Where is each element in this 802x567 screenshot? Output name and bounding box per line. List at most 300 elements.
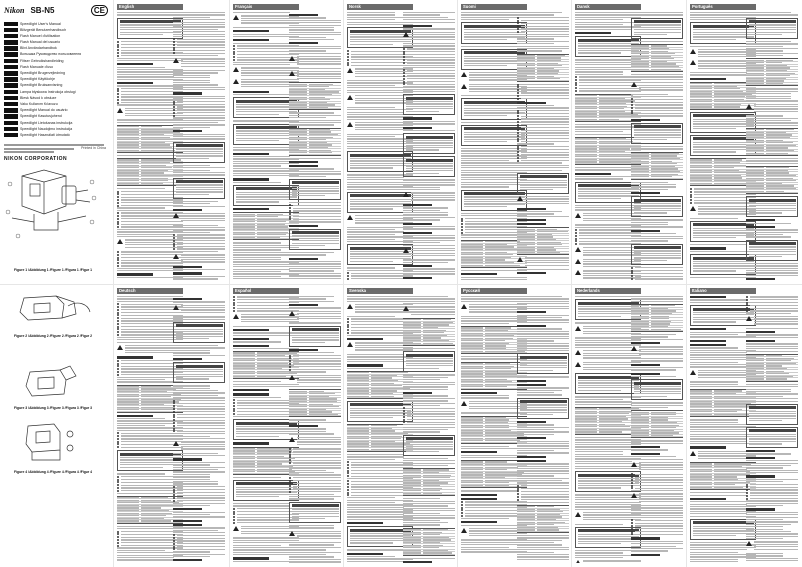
body-text-line [693,126,754,127]
section-heading [173,266,202,268]
body-text-line [236,201,280,202]
body-text-line [403,303,455,304]
body-text-line [693,535,737,536]
body-text-line [746,43,798,44]
body-text-line [350,199,411,200]
body-text-line [639,353,683,354]
body-text-line [289,25,341,26]
body-text-line [464,34,525,35]
section-heading [746,340,775,342]
body-text-line [631,407,668,408]
section-heading [233,30,269,32]
warning-icon [347,95,353,100]
bullet-icon [403,81,405,83]
warning-block [173,305,225,315]
body-text-line [461,397,509,398]
body-text-line [521,132,570,133]
body-text-line [120,27,181,28]
body-text-line [173,476,210,477]
body-text-line [749,24,796,25]
body-text-line [521,499,570,500]
body-text-line [746,88,798,89]
warning-icon [173,58,179,63]
body-text-line [292,186,339,187]
body-text-line [297,76,341,77]
bullet-icon [517,146,519,148]
body-text-line [411,34,455,35]
body-text-line [578,52,622,53]
list-item [289,448,341,450]
body-text-line [297,58,341,59]
list-item [289,216,341,218]
section-heading [631,453,660,455]
body-text-line [754,316,798,317]
body-text-line [403,65,455,66]
body-text-line [236,494,297,495]
body-text-line [634,255,681,256]
body-text-line [173,87,225,88]
body-text-line [631,546,676,547]
body-text-line [293,219,342,220]
body-text-line [517,424,554,425]
notice-box [631,379,683,400]
body-text-line [350,540,411,541]
body-text-line [292,518,326,519]
bullet-icon [517,95,519,97]
notice-box [403,94,455,115]
body-text-line [750,495,799,496]
section-heading [289,349,318,351]
body-text-line [461,518,509,519]
bullet-icon [117,326,119,328]
body-text-line [289,173,341,174]
list-item [173,243,225,245]
list-item [173,416,225,418]
warning-icon [403,192,409,197]
list-item [289,357,341,359]
body-text-line [750,299,799,300]
body-text-line [117,423,174,424]
body-text-line [403,501,455,502]
body-text-line [403,498,440,499]
body-text-line [177,538,226,539]
body-text-line [350,538,411,539]
body-text-line [464,132,525,133]
body-text-line [120,32,181,33]
body-text-line [517,328,562,329]
body-text-line [634,391,681,392]
body-text-line [177,500,226,501]
body-text-line [289,352,334,353]
bullet-icon [631,267,633,269]
body-text-line [521,98,570,99]
warning-icon [575,350,581,355]
body-text-line [578,195,639,196]
notice-title [693,308,754,311]
notice-title [749,429,796,432]
list-item [517,485,569,487]
language-entry [4,132,108,138]
body-text-line [177,546,226,547]
body-text-line [289,252,334,253]
bullet-icon [746,498,748,500]
bullet-icon [746,299,748,301]
body-text-line [461,547,509,548]
bullet-icon [575,90,577,92]
body-text-line [173,345,218,346]
body-text-line [631,238,683,239]
body-text-line [746,236,791,237]
language-bar [4,71,18,76]
body-text-line [746,553,783,554]
body-text-line [464,29,525,30]
body-text-line [750,308,799,309]
bullet-icon [173,103,175,105]
bullet-icon [117,328,119,330]
body-text-line [403,515,455,516]
body-text-line [517,303,569,304]
body-text-line [693,146,754,147]
body-text-line [746,351,798,352]
bullet-icon [403,413,405,415]
body-text-line [173,556,210,557]
bullet-icon [517,92,519,94]
warning-text [297,311,341,321]
body-text-line [631,459,683,460]
body-text-line [517,544,562,545]
body-text-line [631,517,683,518]
list-item [173,103,225,105]
bullet-icon [575,84,577,86]
language-entry [4,83,108,89]
body-text-line [173,352,210,353]
body-text-line [117,473,165,474]
body-text-line [120,459,181,460]
body-text-line [575,74,623,75]
bullet-icon [117,490,119,492]
bullet-icon [117,441,119,443]
list-item [517,86,569,88]
language-bar [4,127,18,132]
body-text-line [181,261,225,262]
notice-title [350,403,411,406]
body-text-line [403,67,455,68]
spec-table [517,54,569,82]
body-text-line [233,259,281,260]
body-text-line [120,29,181,30]
body-text-line [517,390,562,391]
section-heading [289,42,318,44]
body-text-line [749,205,796,206]
bullet-icon [117,191,119,193]
body-text-line [517,540,562,541]
notice-title [292,328,339,331]
body-text-line [631,339,683,340]
body-text-line [176,376,223,377]
body-text-line [517,48,569,49]
body-text-line [177,41,226,42]
body-text-line [520,414,554,415]
bullet-icon [575,82,577,84]
body-text-line [517,448,569,449]
body-text-line [631,12,683,13]
list-item [173,425,225,427]
body-text-line [297,316,341,317]
bullet-icon [117,371,119,373]
bullet-icon [117,314,119,316]
body-text-line [293,486,342,487]
body-text-line [521,127,570,128]
section-heading [173,458,202,460]
body-text-line [292,513,339,514]
warning-block [173,441,225,451]
body-text-line [631,41,683,42]
bullet-icon [575,87,577,89]
body-text-line [403,465,448,466]
body-text-line [749,436,796,437]
body-text-line [746,160,798,161]
body-text-line [173,203,210,204]
cover-header [4,2,108,18]
body-text-line [403,458,448,459]
bullet-icon [575,232,577,234]
body-text-line [173,72,218,73]
bullet-icon [403,78,405,80]
body-text-line [521,138,570,139]
list-item [173,534,225,536]
list-item [289,485,341,487]
notice-title [236,100,297,103]
warning-icon [575,512,581,517]
body-text-line [120,467,164,468]
warning-block [173,254,225,264]
body-text-line [176,331,223,332]
bullet-icon [631,107,633,109]
body-text-line [746,393,798,394]
language-label: Vaku Kullanım Kılavuzu [20,101,58,106]
notice-title [350,529,411,532]
body-text-line [635,276,684,277]
list-item [517,160,569,162]
section-heading [746,226,775,228]
body-text-line [350,36,411,37]
body-text-line [233,545,281,546]
body-text-line [292,190,339,191]
list-item [289,210,341,212]
list-item [289,491,341,493]
section-heading [517,421,546,423]
language-heading: English [117,4,183,10]
body-text-line [575,176,632,177]
body-text-line [181,309,225,310]
spec-row [289,414,341,417]
list-item [173,109,225,111]
bullet-icon [289,477,291,479]
body-text-line [517,443,569,444]
language-column-continued [746,296,798,563]
body-text-line [173,36,225,37]
bullet-icon [461,515,463,517]
list-item [631,267,683,269]
body-text-line [181,305,225,306]
body-text-line [693,142,754,143]
body-text-line [461,490,518,491]
body-text-line [407,422,456,423]
body-text-line [754,111,798,112]
body-text-line [347,497,395,498]
body-text-line [347,456,404,457]
bullet-icon [690,202,692,204]
body-text-line [236,431,297,432]
warning-text [754,316,798,326]
body-text-line [517,466,569,467]
body-text-line [406,163,453,164]
body-text-line [403,217,455,218]
body-text-line [517,535,569,536]
body-text-line [464,63,525,64]
body-text-line [631,358,683,359]
body-text-line [236,489,297,490]
bullet-icon [347,59,349,61]
language-bar [4,59,18,64]
section-heading [631,342,660,344]
bullet-icon [403,53,405,55]
bullet-icon [690,188,692,190]
bullet-icon [347,275,349,277]
notice-title [406,437,453,440]
list-item [631,519,683,521]
body-text-line [173,467,225,468]
warning-block [289,437,341,447]
body-text-line [173,136,225,137]
warning-icon [403,248,409,253]
body-text-line [177,106,226,107]
body-text-line [749,212,783,213]
body-text-line [578,478,639,479]
list-item [403,81,455,83]
list-item [173,411,225,413]
list-item [289,369,341,371]
bullet-icon [517,140,519,142]
spec-table [746,58,798,86]
list-item [173,115,225,117]
language-column-continued [403,12,455,280]
body-text-line [746,100,798,101]
bullet-icon [403,59,405,61]
bullet-icon [233,522,235,524]
list-item [631,278,683,280]
body-text-line [517,431,569,432]
language-label: Blixt Användarhandbok [20,46,57,51]
spec-table [517,227,569,255]
language-column-continued [517,296,569,563]
body-text-line [117,207,165,208]
warning-icon [173,254,179,259]
body-text-line [749,208,796,209]
body-text-line [517,338,569,339]
body-text-line [403,237,455,238]
body-text-line [347,316,395,317]
body-text-line [406,363,453,364]
body-text-line [181,441,225,442]
warning-icon [347,215,353,220]
bullet-icon [517,17,519,19]
warning-icon [233,67,239,72]
language-entry [4,21,108,27]
body-text-line [635,531,684,532]
body-text-line [517,452,569,453]
body-text-line [403,89,455,90]
body-text-line [289,29,334,30]
body-text-line [289,433,334,434]
section-heading [461,273,497,275]
body-text-line [578,485,639,486]
bullet-icon [173,486,175,488]
body-text-line [173,138,225,139]
body-text-line [177,47,226,48]
body-text-line [746,460,798,461]
body-text-line [236,133,297,134]
body-text-line [631,443,683,444]
notice-box [289,179,341,200]
body-text-line [403,214,448,215]
body-text-line [690,352,747,353]
bullet-icon [117,306,119,308]
body-text-line [634,212,668,213]
body-text-line [746,465,791,466]
body-text-line [635,534,684,535]
body-text-line [690,299,747,300]
bullet-icon [173,489,175,491]
section-heading [517,384,546,386]
body-text-line [521,141,570,142]
section-heading [461,392,497,394]
body-text-line [297,538,341,539]
list-item [517,112,569,114]
bullet-icon [631,275,633,277]
body-text-line [403,522,448,523]
body-text-line [521,152,570,153]
notice-title [350,154,411,157]
body-text-line [289,32,341,33]
bullet-icon [173,414,175,416]
list-item [173,430,225,432]
body-text-line [177,44,226,45]
body-text-line [754,323,798,324]
bullet-icon [517,138,519,140]
notice-box [746,427,798,448]
language-heading: Nederlands [575,288,641,294]
body-text-line [520,360,567,361]
bullet-icon [631,482,633,484]
warning-text [754,541,798,551]
body-text-line [347,231,404,232]
body-text-line [631,376,676,377]
body-text-line [631,515,683,516]
body-text-line [176,338,210,339]
body-text-line [403,395,448,396]
body-text-line [236,426,297,427]
list-item [403,410,455,412]
bullet-icon [746,495,748,497]
bullet-icon [517,493,519,495]
body-text-line [173,26,225,27]
body-text-line [517,463,569,464]
bullet-icon [517,129,519,131]
bullet-icon [690,194,692,196]
body-text-line [464,139,525,140]
body-text-line [177,406,226,407]
